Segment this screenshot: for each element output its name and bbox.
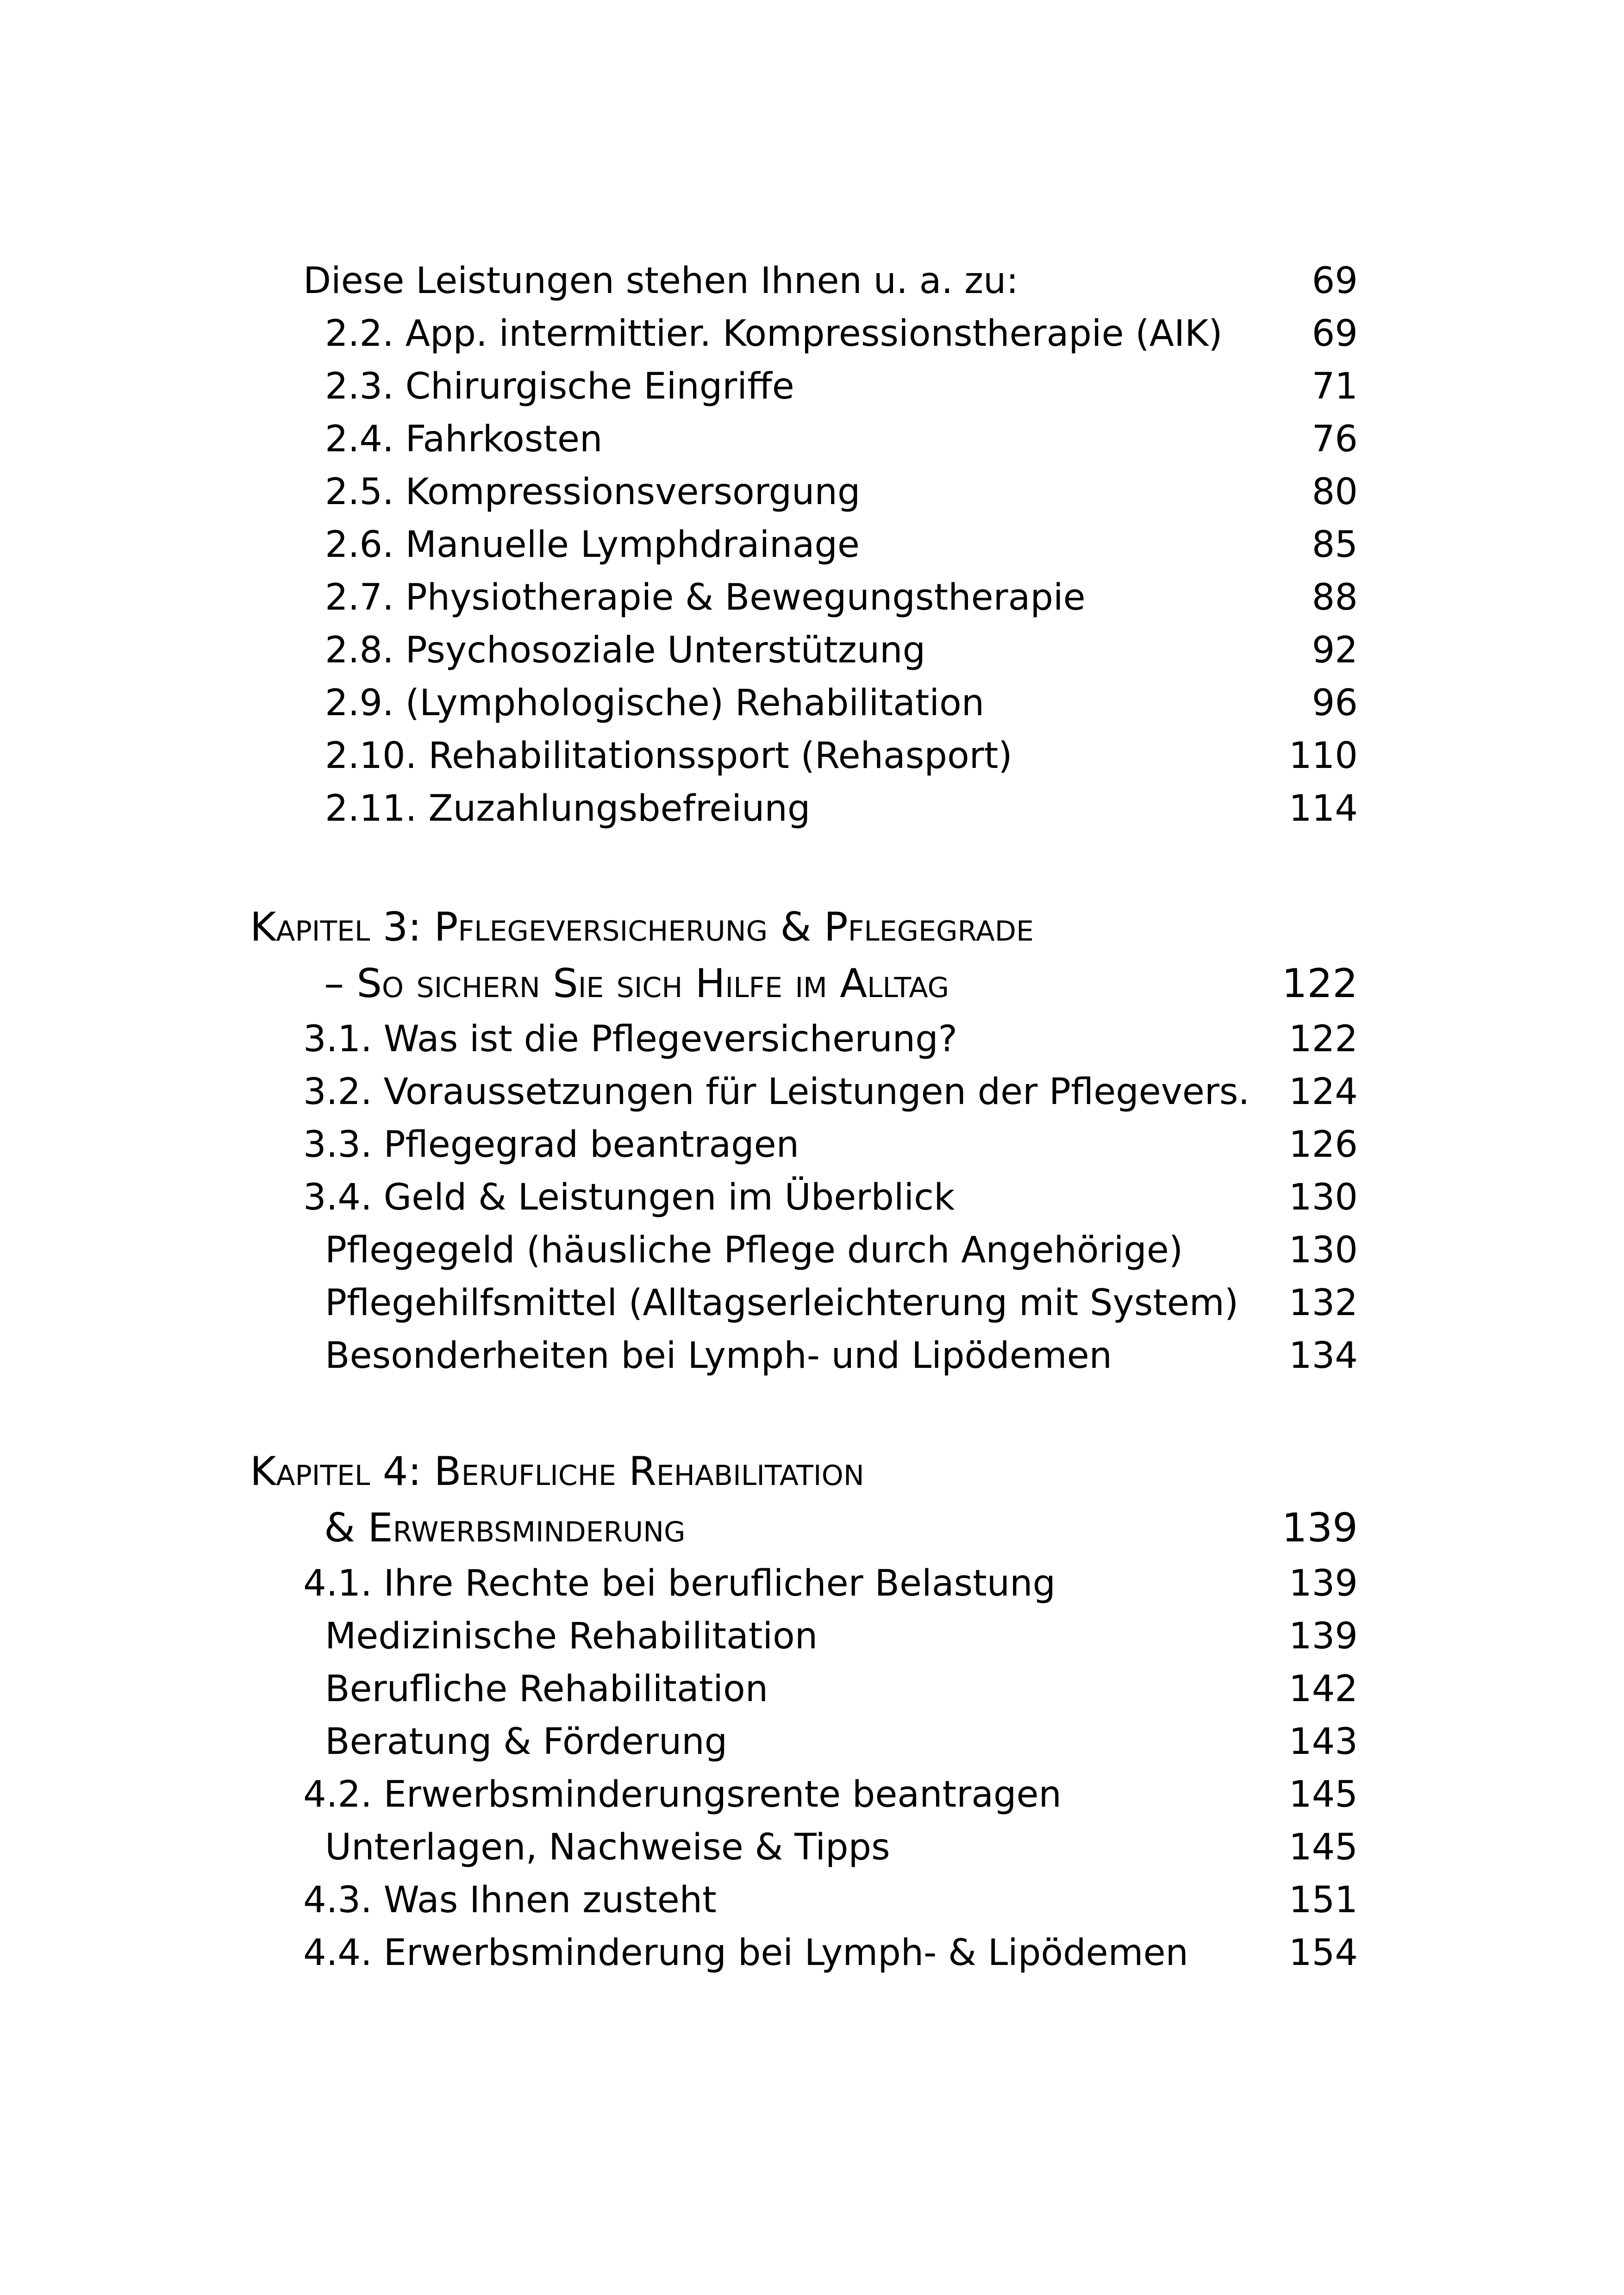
chapter-3-page: 122	[1281, 960, 1358, 1007]
toc-entry-page: 110	[1289, 735, 1358, 777]
toc-entry[interactable]	[0, 1066, 1624, 1118]
toc-entry[interactable]	[0, 1224, 1624, 1277]
toc-entry-title: 2.3. Chirurgische Eingriffe	[325, 366, 794, 407]
toc-entry-page: 92	[1312, 630, 1358, 671]
toc-entry[interactable]	[0, 466, 1624, 518]
toc-entry-page: 145	[1289, 1827, 1358, 1868]
toc-entry-page: 139	[1289, 1563, 1358, 1604]
toc-entry[interactable]	[0, 782, 1624, 835]
chapter-4-page: 139	[1281, 1505, 1358, 1551]
toc-entry-title: 2.11. Zuzahlungsbefreiung	[325, 788, 811, 829]
toc-entry-page: 122	[1289, 1018, 1358, 1060]
toc-entry[interactable]	[0, 1329, 1624, 1382]
toc-entry[interactable]	[0, 1663, 1624, 1715]
toc-entry-page: 142	[1289, 1668, 1358, 1710]
toc-entry-page: 76	[1312, 418, 1358, 460]
toc-entry-title: 4.2. Erwerbsminderungsrente beantragen	[303, 1774, 1062, 1815]
toc-entry[interactable]	[0, 1013, 1624, 1066]
toc-entry[interactable]	[0, 1610, 1624, 1663]
toc-entry-page: 132	[1289, 1282, 1358, 1324]
toc-entry-title: Beratung & Förderung	[325, 1721, 728, 1763]
toc-entry[interactable]	[0, 1118, 1624, 1171]
toc-entry-title: 2.2. App. intermittier. Kompressionstherapie (AIK)	[325, 313, 1223, 355]
toc-entry[interactable]	[0, 1715, 1624, 1768]
toc-entry-page: 96	[1312, 682, 1358, 724]
chapter-heading[interactable]	[0, 1445, 1624, 1498]
toc-entry-page: 69	[1312, 313, 1358, 355]
toc-entry-page: 85	[1312, 524, 1358, 566]
toc-entry[interactable]	[0, 518, 1624, 571]
toc-entry-title: Medizinische Rehabilitation	[325, 1615, 818, 1657]
toc-entry[interactable]	[0, 730, 1624, 782]
toc-entry-title: 3.2. Voraussetzungen für Leistungen der Pflegevers.	[303, 1071, 1250, 1113]
toc-entry[interactable]	[0, 677, 1624, 730]
toc-entry-page: 154	[1289, 1932, 1358, 1974]
chapter-3-title: Kapitel 3: Pflegeversicherung & Pflegegrade	[250, 904, 1034, 950]
toc-entry-title: Besonderheiten bei Lymph- und Lipödemen	[325, 1335, 1112, 1377]
toc-entry[interactable]	[0, 1821, 1624, 1874]
toc-entry-title: Pflegegeld (häusliche Pflege durch Angehörige)	[325, 1229, 1183, 1271]
toc-entry-title: 4.1. Ihre Rechte bei beruflicher Belastung	[303, 1563, 1056, 1604]
toc-entry-page: 80	[1312, 471, 1358, 513]
toc-entry-page: 71	[1312, 366, 1358, 407]
toc-entry-title: 3.1. Was ist die Pflegeversicherung?	[303, 1018, 957, 1060]
toc-entry[interactable]	[0, 1557, 1624, 1610]
toc-entry-title: 4.4. Erwerbsminderung bei Lymph- & Lipödemen	[303, 1932, 1188, 1974]
toc-entry-title: 2.6. Manuelle Lymphdrainage	[325, 524, 860, 566]
chapter-heading[interactable]	[0, 901, 1624, 954]
toc-entry-page: 139	[1289, 1615, 1358, 1657]
toc-entry-title: 2.8. Psychosoziale Unterstützung	[325, 630, 926, 671]
toc-entry[interactable]	[0, 255, 1624, 307]
toc-entry-title: 4.3. Was Ihnen zusteht	[303, 1879, 717, 1921]
toc-entry-page: 114	[1289, 788, 1358, 829]
toc-entry-title: 2.10. Rehabilitationssport (Rehasport)	[325, 735, 1012, 777]
chapter-3-subtitle: – So sichern Sie sich Hilfe im Alltag	[324, 960, 949, 1007]
chapter-heading-continued[interactable]	[0, 957, 1624, 1010]
toc-entry[interactable]	[0, 1768, 1624, 1821]
toc-entry[interactable]	[0, 360, 1624, 413]
chapter-4-subtitle: & Erwerbsminderung	[324, 1505, 686, 1551]
toc-entry-title: 3.4. Geld & Leistungen im Überblick	[303, 1177, 955, 1218]
toc-entry[interactable]	[0, 1874, 1624, 1927]
toc-entry-page: 126	[1289, 1124, 1358, 1166]
toc-entry[interactable]	[0, 1171, 1624, 1224]
toc-entry-page: 143	[1289, 1721, 1358, 1763]
toc-entry-page: 145	[1289, 1774, 1358, 1815]
toc-entry-title: 2.4. Fahrkosten	[325, 418, 603, 460]
toc-entry-title: Berufliche Rehabilitation	[325, 1668, 768, 1710]
toc-entry-page: 69	[1312, 260, 1358, 302]
chapter-heading-continued[interactable]	[0, 1502, 1624, 1554]
toc-entry-title: Unterlagen, Nachweise & Tipps	[325, 1827, 890, 1868]
toc-entry-page: 151	[1289, 1879, 1358, 1921]
toc-entry[interactable]	[0, 307, 1624, 360]
toc-entry[interactable]	[0, 624, 1624, 677]
toc-entry-title: 2.5. Kompressionsversorgung	[325, 471, 861, 513]
toc-entry[interactable]	[0, 1277, 1624, 1329]
toc-entry-title: 3.3. Pflegegrad beantragen	[303, 1124, 800, 1166]
toc-entry[interactable]	[0, 1927, 1624, 1979]
toc-entry-title: 2.9. (Lymphologische) Rehabilitation	[325, 682, 985, 724]
toc-entry-page: 88	[1312, 577, 1358, 618]
toc-entry-page: 130	[1289, 1177, 1358, 1218]
toc-entry-title: 2.7. Physiotherapie & Bewegungstherapie	[325, 577, 1086, 618]
toc-entry-page: 130	[1289, 1229, 1358, 1271]
toc-entry-page: 134	[1289, 1335, 1358, 1377]
toc-entry[interactable]	[0, 413, 1624, 466]
toc-entry-title: Pflegehilfsmittel (Alltagserleichterung mit System)	[325, 1282, 1239, 1324]
toc-entry-page: 124	[1289, 1071, 1358, 1113]
chapter-4-title: Kapitel 4: Berufliche Rehabilitation	[250, 1448, 864, 1495]
toc-entry[interactable]	[0, 571, 1624, 624]
toc-entry-title: Diese Leistungen stehen Ihnen u. a. zu:	[303, 260, 1018, 302]
